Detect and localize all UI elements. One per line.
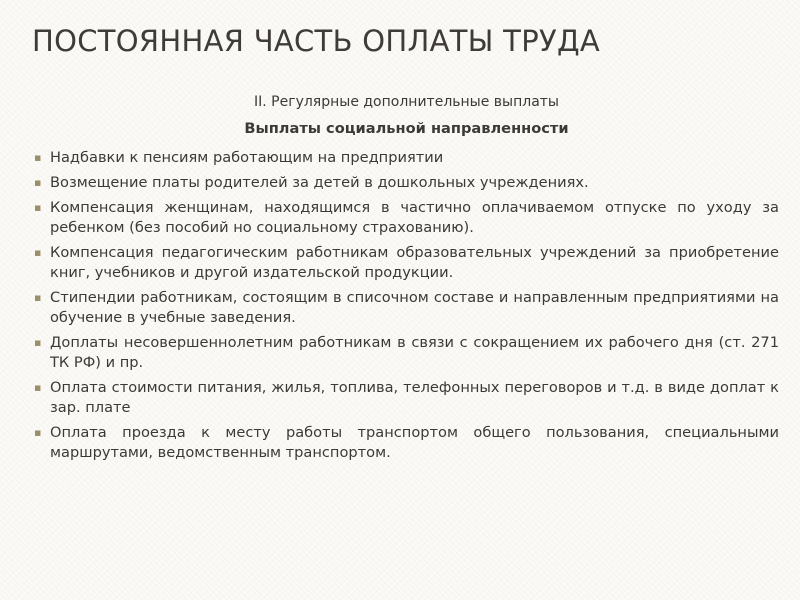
list-item <box>34 148 779 168</box>
list-item <box>34 423 779 463</box>
bullet-square-icon: ▪ <box>34 176 42 189</box>
bullet-square-icon: ▪ <box>34 336 42 349</box>
list-item-text: Надбавки к пенсиям работающим на предприятии <box>50 149 444 166</box>
section-heading: Выплаты социальной направленности <box>244 120 569 137</box>
slide-title: ПОСТОЯННАЯ ЧАСТЬ ОПЛАТЫ ТРУДА <box>32 24 601 58</box>
subtitle: II. Регулярные дополнительные выплаты <box>254 94 559 110</box>
list-item <box>34 333 779 373</box>
slide-body <box>34 92 779 468</box>
list-item-text: Компенсация педагогическим работникам образовательных учреждений за приобретение книг, учебников и другой издательской продукции. <box>50 244 779 281</box>
bullet-square-icon: ▪ <box>34 151 42 164</box>
bullet-square-icon: ▪ <box>34 201 42 214</box>
list-item-text: Стипендии работникам, состоящим в списочном составе и направленным предприятиями на обучение в учебные заведения. <box>50 289 779 326</box>
list-item-text: Возмещение платы родителей за детей в дошкольных учреждениях. <box>50 174 589 191</box>
bullet-square-icon: ▪ <box>34 381 42 394</box>
list-item-text: Оплата стоимости питания, жилья, топлива, телефонных переговоров и т.д. в виде доплат к зар. плате <box>50 379 779 416</box>
list-item <box>34 288 779 328</box>
bullet-square-icon: ▪ <box>34 426 42 439</box>
list-item-text: Компенсация женщинам, находящимся в частично оплачиваемом отпуске по уходу за ребенком (без пособий но социальному страхованию). <box>50 199 779 236</box>
list-item <box>34 173 779 193</box>
bullet-list <box>34 148 779 463</box>
list-item-text: Доплаты несовершеннолетним работникам в связи с сокращением их рабочего дня (ст. 271 ТК РФ) и пр. <box>50 334 779 371</box>
list-item-text: Оплата проезда к месту работы транспортом общего пользования, специальными маршрутами, ведомственным транспортом. <box>50 424 779 461</box>
bullet-square-icon: ▪ <box>34 291 42 304</box>
bullet-square-icon: ▪ <box>34 246 42 259</box>
list-item <box>34 198 779 238</box>
list-item <box>34 378 779 418</box>
list-item <box>34 243 779 283</box>
